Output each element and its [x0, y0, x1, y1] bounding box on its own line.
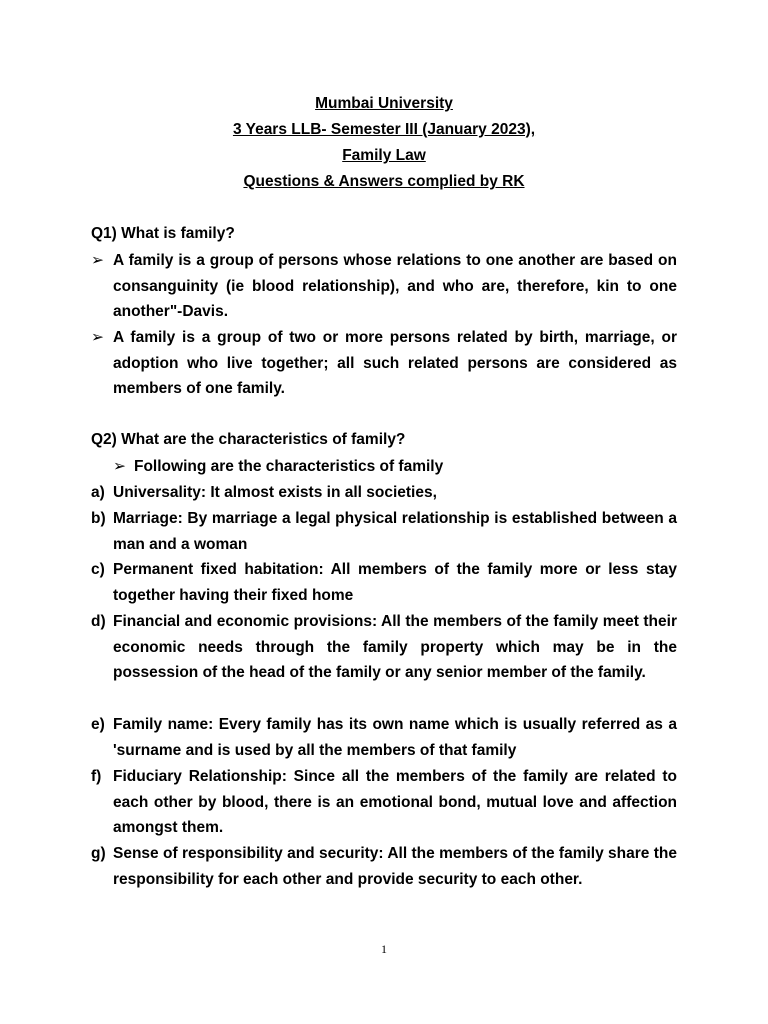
- document-subtitle: Questions & Answers complied by RK: [243, 173, 525, 190]
- list-item: [91, 506, 677, 557]
- list-item: [91, 480, 677, 506]
- answer-text: A family is a group of persons whose relations to one another are based on consanguinity (ie blood relationship), and who are, therefore, kin to one another"-Davis.: [113, 252, 677, 321]
- subject-title: Family Law: [342, 147, 426, 164]
- list-item: [91, 712, 677, 763]
- arrow-bullet-icon: ➢: [113, 458, 126, 475]
- characteristics-intro: [113, 454, 443, 480]
- question-2: Q2) What are the characteristics of family?: [91, 431, 406, 448]
- list-item: [91, 609, 677, 686]
- list-marker: c): [91, 561, 105, 578]
- list-item-text: Fiduciary Relationship: Since all the members of the family are related to each other by blood, there is an emotional bond, mutual love and affection amongst them.: [113, 768, 677, 837]
- intro-text: Following are the characteristics of family: [134, 458, 444, 475]
- list-item-text: Marriage: By marriage a legal physical relationship is established between a man and a woman: [113, 510, 677, 553]
- list-marker: e): [91, 716, 105, 733]
- arrow-bullet-icon: ➢: [91, 329, 104, 346]
- list-marker: g): [91, 845, 106, 862]
- list-marker: f): [91, 768, 102, 785]
- list-marker: d): [91, 613, 106, 630]
- list-item-text: Family name: Every family has its own name which is usually referred as a 'surname and is used by all the members of that family: [113, 716, 677, 759]
- list-item-text: Permanent fixed habitation: All members of the family more or less stay together having their fixed home: [113, 561, 677, 604]
- answer-text: A family is a group of two or more persons related by birth, marriage, or adoption who live together; all such related persons are considered as members of one family.: [113, 329, 677, 398]
- question-1: Q1) What is family?: [91, 225, 235, 242]
- list-item-text: Sense of responsibility and security: All the members of the family share the responsibility for each other and provide security to each other.: [113, 845, 677, 888]
- course-title: 3 Years LLB- Semester III (January 2023),: [232, 121, 536, 138]
- list-item-text: Financial and economic provisions: All the members of the family meet their economic needs through the family property which may be in the possession of the head of the family or any senior member of the family.: [113, 613, 677, 682]
- university-title: Mumbai University: [315, 95, 453, 112]
- list-marker: a): [91, 484, 105, 501]
- page-number: 1: [381, 942, 387, 956]
- list-item: [91, 841, 677, 892]
- list-item: [91, 764, 677, 841]
- arrow-bullet-icon: ➢: [91, 252, 104, 269]
- list-marker: b): [91, 510, 106, 527]
- answer-bullet: [91, 248, 677, 325]
- list-item: [91, 557, 677, 608]
- list-item-text: Universality: It almost exists in all societies,: [113, 484, 437, 501]
- answer-bullet: [91, 325, 677, 402]
